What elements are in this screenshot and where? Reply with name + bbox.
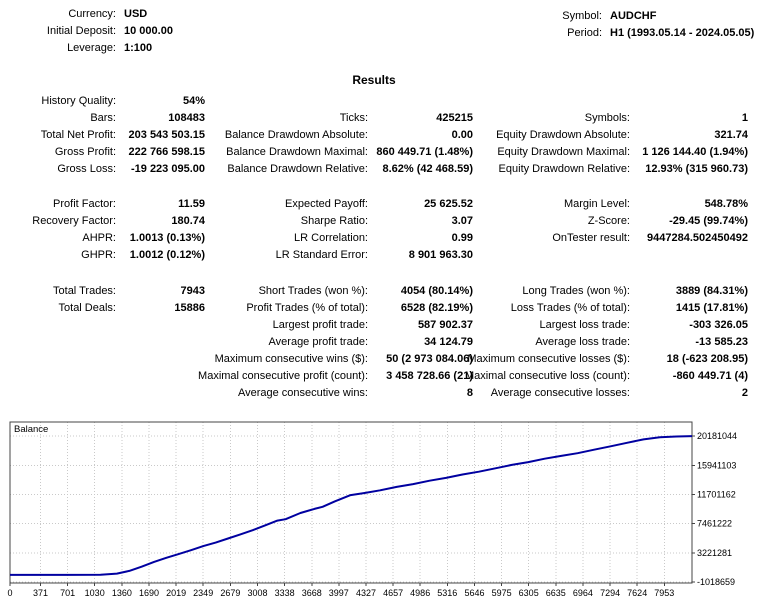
stat-value: 8 bbox=[466, 387, 473, 399]
currency-value: USD bbox=[124, 8, 148, 20]
stat-value bbox=[368, 93, 473, 110]
stat-value: -29.45 (99.74%) bbox=[669, 215, 748, 227]
x-axis-label: 5316 bbox=[437, 588, 458, 598]
stats-block-ratios bbox=[0, 196, 748, 264]
stat-label: LR Standard Error: bbox=[275, 249, 368, 261]
stat-value: 180.74 bbox=[171, 215, 205, 227]
currency-label: Currency: bbox=[68, 8, 116, 20]
x-axis-label: 701 bbox=[60, 588, 76, 598]
stat-value: 203 543 503.15 bbox=[128, 129, 205, 141]
x-axis-label: 0 bbox=[7, 588, 13, 598]
stat-value: 0.99 bbox=[451, 232, 473, 244]
x-axis-label: 1360 bbox=[111, 588, 132, 598]
x-axis-label: 6635 bbox=[545, 588, 566, 598]
balance-chart bbox=[0, 418, 758, 600]
stat-label: Equity Drawdown Relative: bbox=[498, 163, 630, 175]
stat-value bbox=[630, 247, 748, 264]
stat-label: Equity Drawdown Absolute: bbox=[496, 129, 630, 141]
stat-label: Average consecutive losses: bbox=[490, 387, 630, 399]
stat-value: 3889 (84.31%) bbox=[675, 285, 748, 297]
stat-value: 1.0013 (0.13%) bbox=[129, 232, 205, 244]
x-axis-label: 2679 bbox=[220, 588, 241, 598]
x-axis-label: 7294 bbox=[600, 588, 621, 598]
initial-deposit-label: Initial Deposit: bbox=[46, 25, 116, 37]
x-axis-label: 3997 bbox=[328, 588, 349, 598]
stat-value: 12.93% (315 960.73) bbox=[645, 163, 748, 175]
x-axis-label: 3008 bbox=[247, 588, 268, 598]
account-info bbox=[0, 6, 173, 57]
stat-label: Largest loss trade: bbox=[539, 319, 630, 331]
x-axis-label: 2349 bbox=[193, 588, 214, 598]
y-axis-label: 15941103 bbox=[697, 460, 737, 471]
x-axis-label: 6964 bbox=[572, 588, 593, 598]
stat-value: 54% bbox=[182, 95, 205, 107]
stat-label bbox=[473, 247, 630, 264]
stat-label: Total Trades: bbox=[53, 285, 116, 297]
stat-label: Gross Loss: bbox=[57, 163, 116, 175]
x-axis-label: 7624 bbox=[627, 588, 648, 598]
stat-value: 1 bbox=[741, 112, 748, 124]
stat-label: Z-Score: bbox=[587, 215, 630, 227]
stat-label: Ticks: bbox=[339, 112, 368, 124]
y-axis-label: 3221281 bbox=[697, 547, 733, 558]
stat-label: Long Trades (won %): bbox=[522, 285, 630, 297]
stat-label: Gross Profit: bbox=[54, 146, 116, 158]
stat-value: 8 901 963.30 bbox=[408, 249, 473, 261]
stat-value: -303 326.05 bbox=[689, 319, 748, 331]
stat-label: Expected Payoff: bbox=[285, 198, 368, 210]
balance-curve bbox=[10, 436, 692, 575]
stat-value bbox=[630, 93, 748, 110]
stat-value: 222 766 598.15 bbox=[128, 146, 205, 158]
stat-label: History Quality: bbox=[41, 95, 116, 107]
stat-label: Bars: bbox=[90, 112, 116, 124]
stat-label bbox=[0, 351, 116, 368]
stat-value: 1 126 144.40 (1.94%) bbox=[642, 146, 748, 158]
stat-value: 15886 bbox=[174, 302, 205, 314]
stat-label bbox=[0, 334, 116, 351]
stat-label: Total Deals: bbox=[58, 302, 116, 314]
x-axis-label: 1690 bbox=[138, 588, 160, 598]
x-axis-label: 4986 bbox=[410, 588, 431, 598]
stat-label: Maximum consecutive losses ($): bbox=[467, 353, 630, 365]
stat-label: GHPR: bbox=[81, 249, 116, 261]
stat-label: Equity Drawdown Maximal: bbox=[497, 146, 630, 158]
header-row bbox=[450, 25, 754, 42]
stat-value: 108483 bbox=[168, 112, 205, 124]
stat-label: Maximal consecutive loss (count): bbox=[464, 370, 630, 382]
stats-block-profit bbox=[0, 93, 748, 178]
stat-value: 9447284.502450492 bbox=[647, 232, 748, 244]
stat-label: Total Net Profit: bbox=[40, 129, 116, 141]
x-axis-label: 7953 bbox=[654, 588, 675, 598]
stat-value bbox=[116, 368, 205, 385]
stat-label: Balance Drawdown Relative: bbox=[227, 163, 368, 175]
x-axis-label: 4657 bbox=[383, 588, 404, 598]
period-value: H1 (1993.05.14 - 2024.05.05) bbox=[610, 27, 755, 39]
symbol-value: AUDCHF bbox=[610, 10, 657, 22]
stat-value: 860 449.71 (1.48%) bbox=[376, 146, 473, 158]
stat-value bbox=[116, 317, 205, 334]
stat-value: -13 585.23 bbox=[695, 336, 748, 348]
stat-value: 6528 (82.19%) bbox=[400, 302, 473, 314]
stat-label: OnTester result: bbox=[552, 232, 630, 244]
leverage-value: 1:100 bbox=[124, 42, 153, 54]
stat-value: 2 bbox=[741, 387, 748, 399]
stat-label bbox=[0, 368, 116, 385]
header-row bbox=[0, 23, 173, 40]
stat-value: 548.78% bbox=[704, 198, 748, 210]
stat-label: Loss Trades (% of total): bbox=[510, 302, 630, 314]
stat-value: 4054 (80.14%) bbox=[400, 285, 473, 297]
stat-label: Symbols: bbox=[584, 112, 630, 124]
stat-value: 1415 (17.81%) bbox=[675, 302, 748, 314]
period-label: Period: bbox=[567, 27, 602, 39]
stat-value: 3 458 728.66 (21) bbox=[386, 370, 473, 382]
x-axis-label: 4327 bbox=[355, 588, 377, 598]
x-axis-label: 2019 bbox=[166, 588, 187, 598]
stat-label: LR Correlation: bbox=[294, 232, 368, 244]
results-title: Results bbox=[352, 73, 396, 87]
stat-label: Margin Level: bbox=[563, 198, 630, 210]
y-axis-label: 20181044 bbox=[697, 431, 738, 442]
x-axis-label: 5646 bbox=[464, 588, 485, 598]
stat-label bbox=[0, 385, 116, 402]
stat-label: Profit Trades (% of total): bbox=[246, 302, 368, 314]
stat-value bbox=[116, 351, 205, 368]
stat-label: Largest profit trade: bbox=[272, 319, 368, 331]
stat-label: Short Trades (won %): bbox=[258, 285, 368, 297]
stat-value: 425215 bbox=[436, 112, 473, 124]
stat-value: -19 223 095.00 bbox=[130, 163, 205, 175]
stat-label: Balance Drawdown Maximal: bbox=[226, 146, 368, 158]
stat-label: Average consecutive wins: bbox=[237, 387, 368, 399]
stat-value: 34 124.79 bbox=[424, 336, 473, 348]
chart-series-label: Balance bbox=[14, 424, 49, 435]
y-axis-label: -1018659 bbox=[697, 577, 736, 587]
stat-value: 11.59 bbox=[178, 198, 205, 210]
balance-chart-svg bbox=[0, 418, 758, 600]
x-axis-label: 6305 bbox=[518, 588, 539, 598]
stat-label bbox=[0, 317, 116, 334]
stat-value: 321.74 bbox=[714, 129, 748, 141]
x-axis-label: 371 bbox=[32, 588, 49, 598]
stat-value: 3.07 bbox=[451, 215, 473, 227]
stat-value: 50 (2 973 084.06) bbox=[386, 353, 473, 365]
y-axis-label: 11701162 bbox=[697, 489, 736, 500]
stat-value: 0.00 bbox=[451, 129, 473, 141]
stat-label: Balance Drawdown Absolute: bbox=[224, 129, 368, 141]
stat-label bbox=[473, 93, 630, 110]
stat-value: 18 (-623 208.95) bbox=[666, 353, 748, 365]
initial-deposit-value: 10 000.00 bbox=[124, 25, 173, 37]
stat-label: Average loss trade: bbox=[535, 336, 630, 348]
header-row bbox=[0, 6, 173, 23]
symbol-info bbox=[450, 8, 754, 42]
stat-label bbox=[205, 93, 368, 110]
stat-value: 8.62% (42 468.59) bbox=[382, 163, 473, 175]
leverage-label: Leverage: bbox=[67, 42, 116, 54]
stat-label: Average profit trade: bbox=[268, 336, 368, 348]
stat-label: Maximum consecutive wins ($): bbox=[214, 353, 368, 365]
stat-value: 587 902.37 bbox=[417, 319, 473, 331]
stat-label: Maximal consecutive profit (count): bbox=[198, 370, 368, 382]
x-axis-label: 5975 bbox=[491, 588, 512, 598]
header-row bbox=[0, 40, 173, 57]
stat-value: -860 449.71 (4) bbox=[672, 370, 748, 382]
stat-label: AHPR: bbox=[82, 232, 116, 244]
stat-value bbox=[116, 385, 205, 402]
stat-value: 1.0012 (0.12%) bbox=[129, 249, 205, 261]
stats-block-trades bbox=[0, 283, 748, 402]
stat-value bbox=[116, 334, 205, 351]
symbol-label: Symbol: bbox=[562, 10, 602, 22]
y-axis-label: 7461222 bbox=[697, 518, 733, 529]
stat-value: 25 625.52 bbox=[424, 198, 473, 210]
stat-value: 7943 bbox=[180, 285, 205, 297]
x-axis-label: 3338 bbox=[274, 588, 295, 598]
header-row bbox=[450, 8, 754, 25]
x-axis-label: 3668 bbox=[301, 588, 322, 598]
chart-frame bbox=[10, 422, 692, 583]
x-axis-label: 1030 bbox=[84, 588, 105, 598]
stat-label: Recovery Factor: bbox=[32, 215, 116, 227]
stat-label: Profit Factor: bbox=[53, 198, 116, 210]
stat-label: Sharpe Ratio: bbox=[300, 215, 368, 227]
